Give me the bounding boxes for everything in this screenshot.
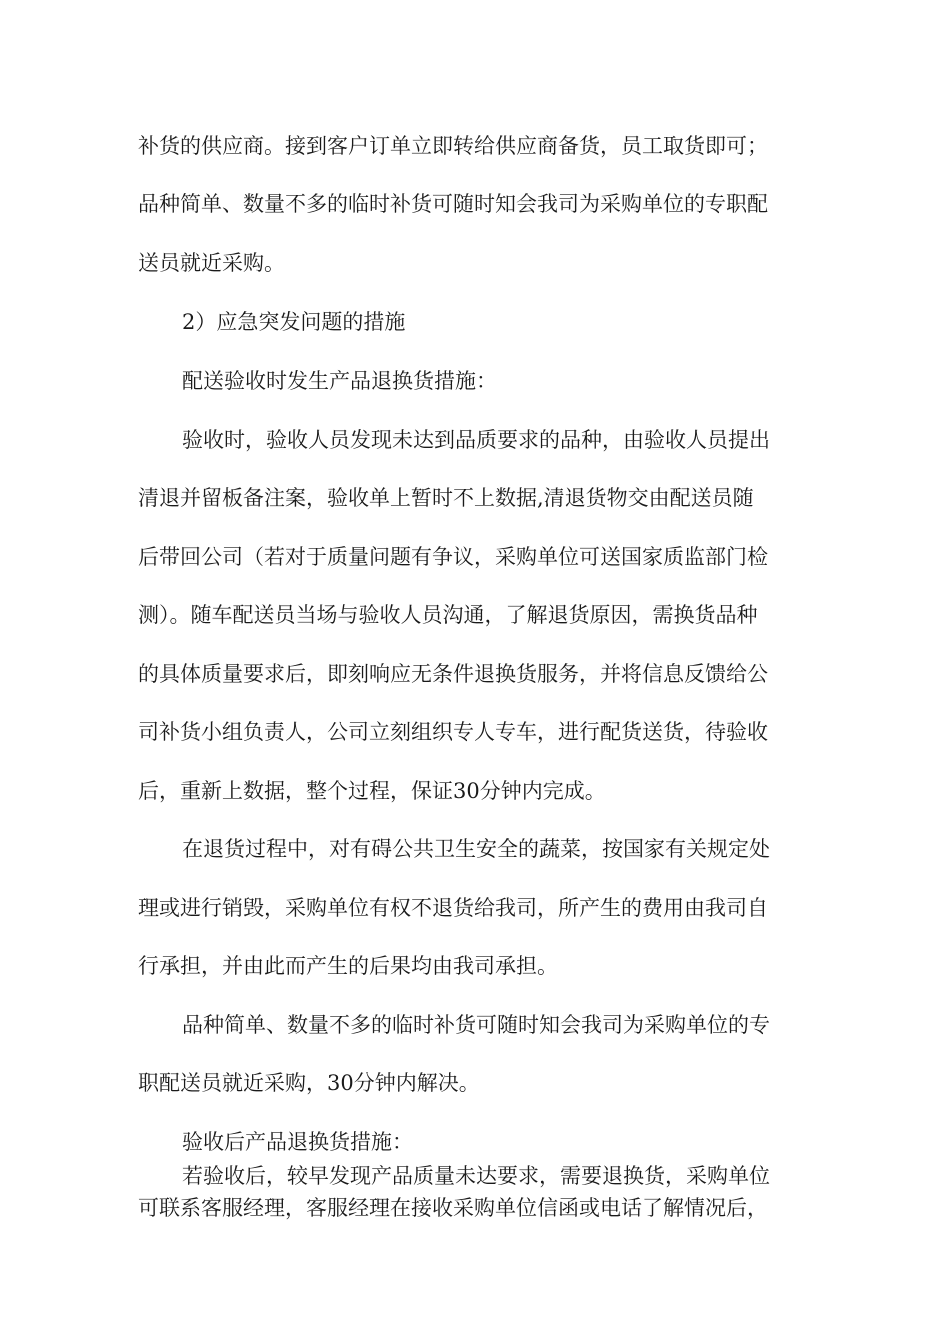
paragraph-line: 送员就近采购。 — [138, 251, 285, 275]
paragraph-line: 品种简单、数量不多的临时补货可随时知会我司为采购单位的专 — [182, 1013, 770, 1037]
paragraph-line: 在退货过程中，对有碍公共卫生安全的蔬菜，按国家有关规定处 — [182, 837, 770, 861]
paragraph-line: 职配送员就近采购，30分钟内解决。 — [138, 1071, 480, 1095]
paragraph-line: 的具体质量要求后，即刻响应无条件退换货服务，并将信息反馈给公 — [138, 662, 768, 686]
subsection-heading: 验收后产品退换货措施： — [182, 1130, 413, 1154]
section-heading: 2）应急突发问题的措施 — [182, 310, 406, 334]
paragraph-line: 清退并留板备注案，验收单上暂时不上数据,清退货物交由配送员随 — [138, 486, 754, 510]
paragraph-line: 可联系客服经理，客服经理在接收采购单位信函或电话了解情况后， — [138, 1196, 768, 1220]
paragraph-line: 后带回公司（若对于质量问题有争议，采购单位可送国家质监部门检 — [138, 545, 768, 569]
paragraph-line: 补货的供应商。接到客户订单立即转给供应商备货，员工取货即可； — [138, 134, 768, 158]
subsection-heading: 配送验收时发生产品退换货措施： — [182, 369, 497, 393]
paragraph-line: 品种简单、数量不多的临时补货可随时知会我司为采购单位的专职配 — [138, 192, 768, 216]
paragraph-line: 行承担，并由此而产生的后果均由我司承担。 — [138, 954, 558, 978]
paragraph-line: 理或进行销毁，采购单位有权不退货给我司，所产生的费用由我司自 — [138, 896, 768, 920]
paragraph-line: 验收时，验收人员发现未达到品质要求的品种，由验收人员提出 — [182, 428, 770, 452]
paragraph-line: 司补货小组负责人，公司立刻组织专人专车，进行配货送货，待验收 — [138, 720, 768, 744]
paragraph-line: 若验收后，较早发现产品质量未达要求，需要退换货，采购单位 — [182, 1164, 770, 1188]
paragraph-line: 测）。随车配送员当场与验收人员沟通，了解退货原因，需换货品种 — [138, 603, 758, 627]
paragraph-line: 后，重新上数据，整个过程，保证30分钟内完成。 — [138, 779, 606, 803]
